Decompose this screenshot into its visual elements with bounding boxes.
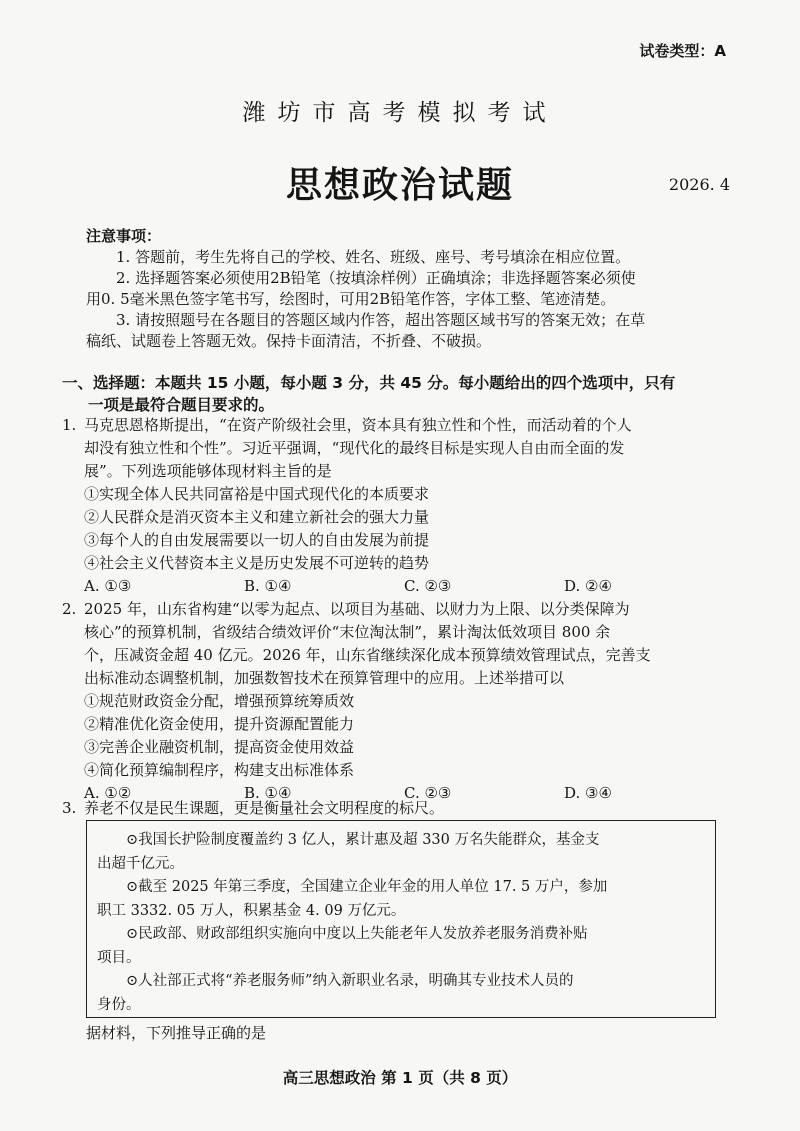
stem-line: 个，压减资金超 40 亿元。2026 年，山东省继续深化成本预算绩效管理试点，完善支 (84, 646, 651, 664)
exam-date: 2026. 4 (668, 175, 730, 194)
material-item-3: ⊙民政部、财政部组织实施向中度以上失能老年人发放养老服务消费补贴 (126, 926, 588, 942)
stem-line: 马克思恩格斯提出，“在资产阶级社会里，资本具有独立性和个性，而活动着的个人 (84, 416, 632, 434)
material-item-1-cont: 出超千亿元。 (97, 855, 184, 872)
answer-choices (84, 575, 742, 598)
material-item-1: ⊙我国长护险制度覆盖约 3 亿人，累计惠及超 330 万名失能群众，基金支 (126, 832, 600, 848)
exam-name: 潍坊市高考模拟考试 (242, 100, 558, 126)
stem-line: 却没有独立性和个性”。习近平强调，“现代化的最终目标是实现人自由而全面的发 (84, 439, 625, 457)
choice-b[interactable]: B. ①④ (244, 784, 292, 802)
choice-a[interactable]: A. ①③ (84, 577, 132, 595)
notice-item-1: 1. 答题前，考生先将自己的学校、姓名、班级、座号、考号填涂在相应位置。 (116, 248, 631, 266)
material-item-4-cont: 身份。 (97, 996, 141, 1013)
page-title: 思想政治试题 (285, 165, 514, 206)
choice-d[interactable]: D. ②④ (564, 577, 612, 595)
question-number: 3. (62, 799, 77, 817)
section-heading-line-1: 一、选择题：本题共 15 小题，每小题 3 分，共 45 分。每小题给出的四个选项中，只有 (62, 374, 676, 392)
section-heading-line-2: 一项是最符合题目要求的。 (88, 396, 275, 414)
question-stem: 养老不仅是民生课题，更是衡量社会文明程度的标尺。 (84, 799, 445, 817)
statement-3: ③完善企业融资机制，提高资金使用效益 (84, 738, 355, 756)
stem-line: 2025 年，山东省构建“以零为起点、以项目为基础、以财力为上限、以分类保障为 (84, 600, 630, 618)
choice-b[interactable]: B. ①④ (244, 577, 292, 595)
statement-4: ④社会主义代替资本主义是历史发展不可逆转的趋势 (84, 554, 430, 572)
page-footer: 高三思想政治 第 1 页（共 8 页） (282, 1069, 518, 1087)
notice-section (86, 226, 746, 352)
material-item-2: ⊙截至 2025 年第三季度，全国建立企业年金的用人单位 17. 5 万户，参加 (126, 879, 608, 895)
question-1 (62, 414, 742, 598)
material-item-4: ⊙人社部正式将“养老服务师”纳入新职业名录，明确其专业技术人员的 (126, 973, 574, 989)
statement-2: ②精准优化资金使用，提升资源配置能力 (84, 715, 355, 733)
notice-item-2: 2. 选择题答案必须使用2B铅笔（按填涂样例）正确填涂；非选择题答案必须使 (116, 269, 636, 287)
material-item-2-cont: 职工 3332. 05 万人，积累基金 4. 09 万亿元。 (97, 902, 406, 919)
question-stem (84, 414, 742, 483)
choice-d[interactable]: D. ③④ (564, 784, 612, 802)
notice-item-2-cont: 用0. 5毫米黑色签字笔书写，绘图时，可用2B铅笔作答，字体工整、笔迹清楚。 (86, 290, 616, 308)
paper-type-label: 试卷类型：A (639, 42, 726, 60)
statement-1: ①实现全体人民共同富裕是中国式现代化的本质要求 (84, 485, 430, 503)
choice-c[interactable]: C. ②③ (404, 577, 452, 595)
question-number: 2. (62, 600, 77, 618)
notice-heading: 注意事项： (86, 227, 162, 245)
statement-4: ④简化预算编制程序，构建支出标准体系 (84, 761, 355, 779)
section-heading (62, 372, 742, 416)
material-box (86, 820, 716, 1018)
notice-item-3: 3. 请按照题号在各题目的答题区域内作答，超出答题区域书写的答案无效；在草 (116, 311, 646, 329)
question-number: 1. (62, 416, 77, 434)
material-item-3-cont: 项目。 (97, 949, 141, 966)
question-stem (84, 598, 742, 690)
statement-2: ②人民群众是消灭资本主义和建立新社会的强大力量 (84, 508, 430, 526)
question-prompt: 据材料，下列推导正确的是 (86, 1024, 267, 1042)
question-3 (62, 797, 742, 820)
stem-line: 展”。下列选项能够体现材料主旨的是 (84, 462, 332, 480)
question-2 (62, 598, 742, 805)
statement-3: ③每个人的自由发展需要以一切人的自由发展为前提 (84, 531, 430, 549)
statement-1: ①规范财政资金分配，增强预算统筹质效 (84, 692, 355, 710)
choice-c[interactable]: C. ②③ (404, 784, 452, 802)
stem-line: 出标准动态调整机制，加强数智技术在预算管理中的应用。上述举措可以 (84, 669, 565, 687)
choice-a[interactable]: A. ①② (84, 784, 132, 802)
notice-item-3-cont: 稿纸、试题卷上答题无效。保持卡面清洁，不折叠、不破损。 (86, 332, 492, 350)
stem-line: 核心”的预算机制，省级结合绩效评价“末位淘汰制”，累计淘汰低效项目 800 余 (84, 623, 611, 641)
